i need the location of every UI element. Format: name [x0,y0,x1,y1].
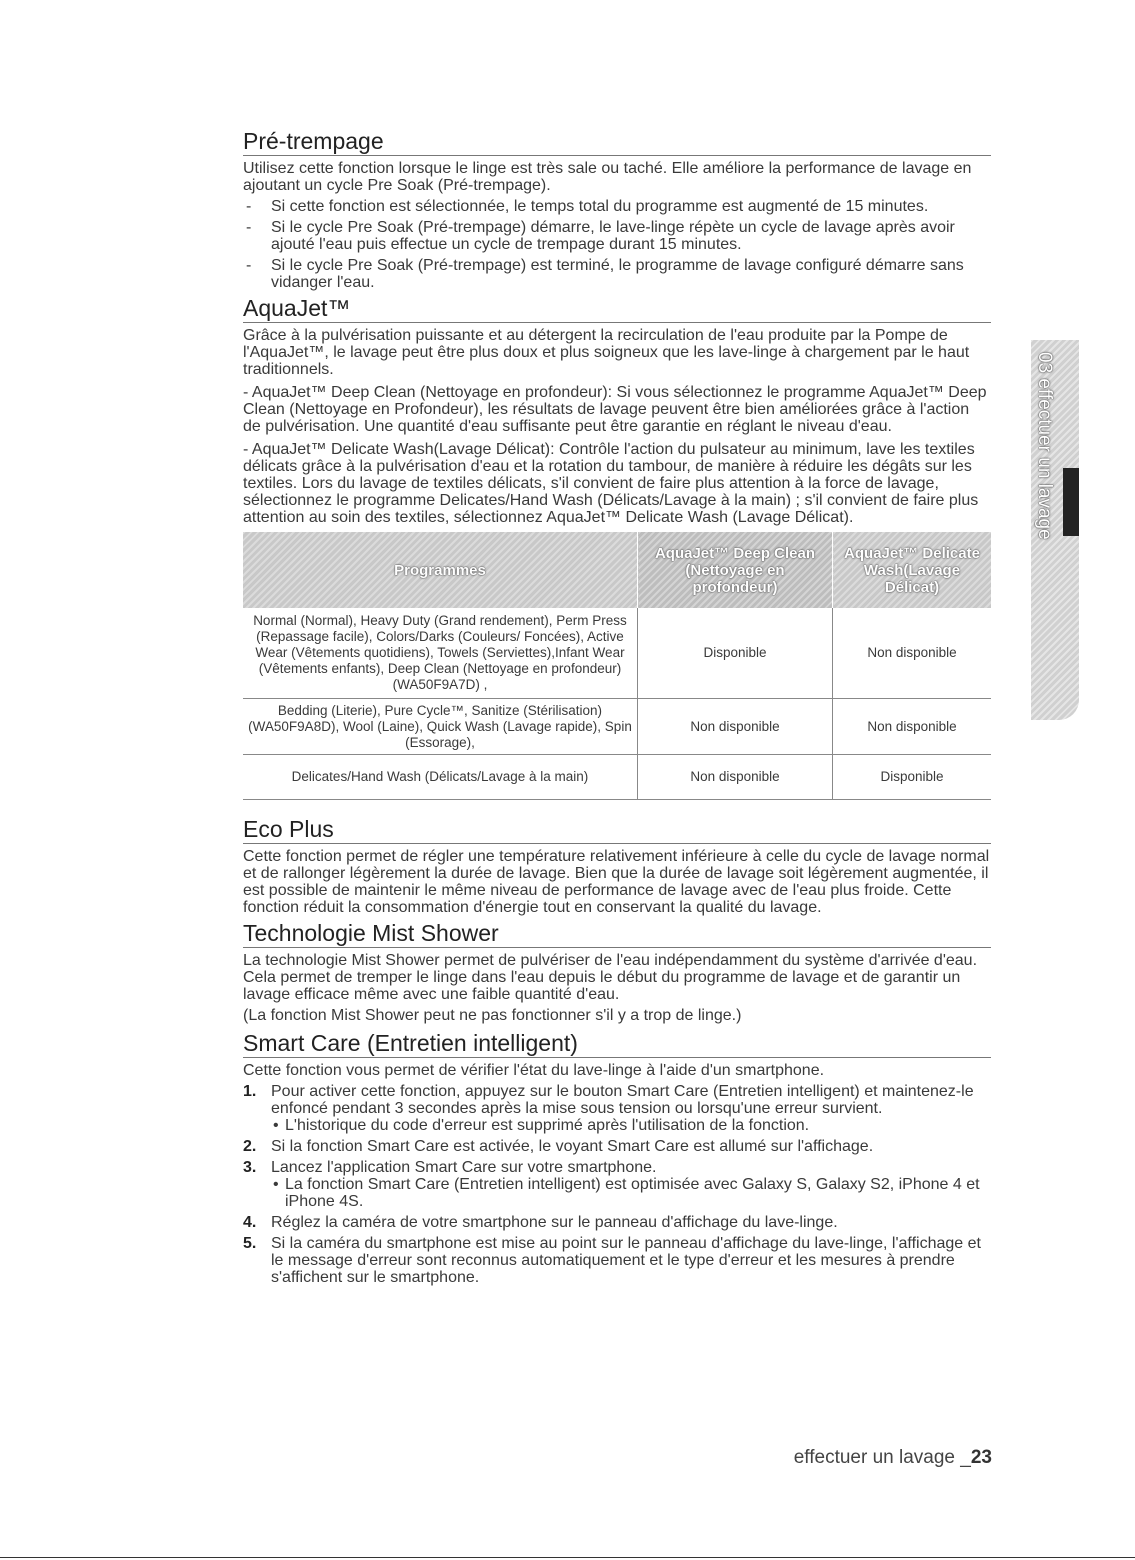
page-content [243,128,991,1290]
page-footer [794,1447,992,1469]
step-number: 5. [243,1235,257,1252]
table-header-programmes: Programmes [243,532,638,608]
aquajet-item-delicate: - AquaJet™ Delicate Wash(Lavage Délicat): Contrôle l'action du pulsateur au minimum, lave les textiles délicats grâce à la pulvérisation d'eau et la rotation du tambour, de manière à réduire les dégâts sur les textiles. Lors du lavage de textiles délicats, s'il convient de faire plus attention à la force de lavage, sélectionnez le programme Delicates/Hand Wash (Délicats/Lavage à la main) ; s'il convient de faire plus attention au soin des textiles, sélectionnez AquaJet™ Delicate Wash (Lavage Délicat). [243,441,979,526]
footer-text: effectuer un lavage _ [793,1447,971,1468]
section-title-aquajet: AquaJet™ [243,295,991,323]
step-text: Si la caméra du smartphone est mise au point sur le panneau d'affichage du lave-linge, l'affichage et le message d'erreur sont reconnus automatiquement et le type d'erreur et les mesures à prendre s'affichent sur le smartphone. [271,1235,981,1286]
list-item [243,1138,991,1155]
table-cell-program: Bedding (Literie), Pure Cycle™, Sanitize (Stérilisation) (WA50F9A8D), Wool (Laine), Quick Wash (Lavage rapide), Spin (Essorage), [243,699,638,755]
table-cell-deep: Disponible [638,608,833,699]
list-item [243,1214,991,1231]
table-cell-deep: Non disponible [638,699,833,755]
step-bullet: • L'historique du code d'erreur est supprimé après l'utilisation de la fonction. [273,1117,810,1134]
mist-shower-note: (La fonction Mist Shower peut ne pas fonctionner s'il y a trop de linge.) [243,1007,742,1024]
table-cell-program: Delicates/Hand Wash (Délicats/Lavage à la main) [243,755,638,800]
step-bullet-text: La fonction Smart Care (Entretien intelligent) est optimisée avec Galaxy S, Galaxy S2, iPhone 4 et iPhone 4S. [285,1176,980,1210]
pretrempage-item-3: - Si le cycle Pre Soak (Pré-trempage) est terminé, le programme de lavage configuré démarre sans vidanger l'eau. [243,257,991,291]
chapter-tab-label: 03 effectuer un lavage [1034,352,1055,540]
section-title-smart-care: Smart Care (Entretien intelligent) [243,1030,991,1058]
programs-table [243,532,991,800]
table-header-delicate: AquaJet™ Delicate Wash(Lavage Délicat) [833,532,992,608]
list-item [243,1235,991,1286]
list-item [243,1159,991,1210]
page-number: 23 [970,1447,992,1468]
step-number: 2. [243,1138,257,1155]
table-cell-delicate: Non disponible [833,699,992,755]
pretrempage-item-2: - Si le cycle Pre Soak (Pré-trempage) démarre, le lave-linge répète un cycle de lavage après avoir ajouté l'eau puis effectue un cycle de trempage durant 15 minutes. [243,219,991,253]
list-item [243,1083,991,1134]
step-number: 1. [243,1083,257,1100]
aquajet-item-deep-clean: - AquaJet™ Deep Clean (Nettoyage en profondeur): Si vous sélectionnez le programme AquaJet™ Deep Clean (Nettoyage en Profondeur), les résultats de lavage peuvent être bien améliorées grâce à l'action de pulvérisation. Une quantité d'eau suffisante peut être garantie en réglant le niveau d'eau. [243,384,987,435]
mist-shower-text: La technologie Mist Shower permet de pulvériser de l'eau indépendamment du système d'arrivée d'eau. Cela permet de tremper le linge dans l'eau depuis le début du programme de lavage et de garantir un lavage efficace même avec une faible quantité d'eau. [243,952,978,1003]
section-title-mist-shower: Technologie Mist Shower [243,920,991,948]
step-bullet-text: L'historique du code d'erreur est supprimé après l'utilisation de la fonction. [285,1117,810,1134]
table-row [243,608,991,699]
step-number: 3. [243,1159,257,1176]
table-cell-delicate: Non disponible [833,608,992,699]
table-cell-deep: Non disponible [638,755,833,800]
table-cell-program: Normal (Normal), Heavy Duty (Grand rendement), Perm Press (Repassage facile), Colors/Darks (Couleurs/ Foncées), Active Wear (Vêtements quotidiens), Towels (Serviettes),Infant Wear (Vêtements enfants), Deep Clean (Nettoyage en profondeur) (WA50F9A7D) , [243,608,638,699]
aquajet-intro: Grâce à la pulvérisation puissante et au détergent la recirculation de l'eau produite par la Pompe de l'AquaJet™, le lavage peut être plus doux et plus soigneux que les lave-linge à chargement par le haut traditionnels. [243,327,970,378]
section-title-pretrempage: Pré-trempage [243,128,991,156]
step-bullet: • La fonction Smart Care (Entretien intelligent) est optimisée avec Galaxy S, Galaxy S2, iPhone 4 et iPhone 4S. [273,1176,980,1210]
table-header-deep-clean: AquaJet™ Deep Clean (Nettoyage en profondeur) [638,532,833,608]
table-cell-delicate: Disponible [833,755,992,800]
pretrempage-item-1: - Si cette fonction est sélectionnée, le temps total du programme est augmenté de 15 minutes. [243,198,991,215]
smart-care-intro: Cette fonction vous permet de vérifier l'état du lave-linge à l'aide d'un smartphone. [243,1062,825,1079]
table-row [243,699,991,755]
step-text: Si la fonction Smart Care est activée, le voyant Smart Care est allumé sur l'affichage. [271,1138,874,1155]
section-title-eco-plus: Eco Plus [243,816,991,844]
step-number: 4. [243,1214,257,1231]
bottom-divider [0,1557,1135,1558]
pretrempage-intro: Utilisez cette fonction lorsque le linge est très sale ou taché. Elle améliore la performance de lavage en ajoutant un cycle Pre Soak (Pré-trempage). [243,160,972,194]
step-text: Réglez la caméra de votre smartphone sur le panneau d'affichage du lave-linge. [271,1214,838,1231]
chapter-tab-marker [1063,468,1079,536]
smart-care-steps [243,1083,991,1286]
step-text: Lancez l'application Smart Care sur votre smartphone. [271,1159,657,1176]
table-row [243,755,991,800]
eco-plus-text: Cette fonction permet de régler une température relativement inférieure à celle du cycle de lavage normal et de rallonger légèrement la durée de lavage. Bien que la durée de lavage soit légèrement augmentée, il est possible de maintenir le même niveau de performance de lavage avec de l'eau plus froide. Cette fonction réduit la consommation d'énergie tout en conservant la qualité du lavage. [243,848,990,916]
step-text: Pour activer cette fonction, appuyez sur le bouton Smart Care (Entretien intelligent) et maintenez-le enfoncé pendant 3 secondes après la mise sous tension ou lorsqu'une erreur survient. [271,1083,974,1117]
table-header-row [243,532,991,608]
